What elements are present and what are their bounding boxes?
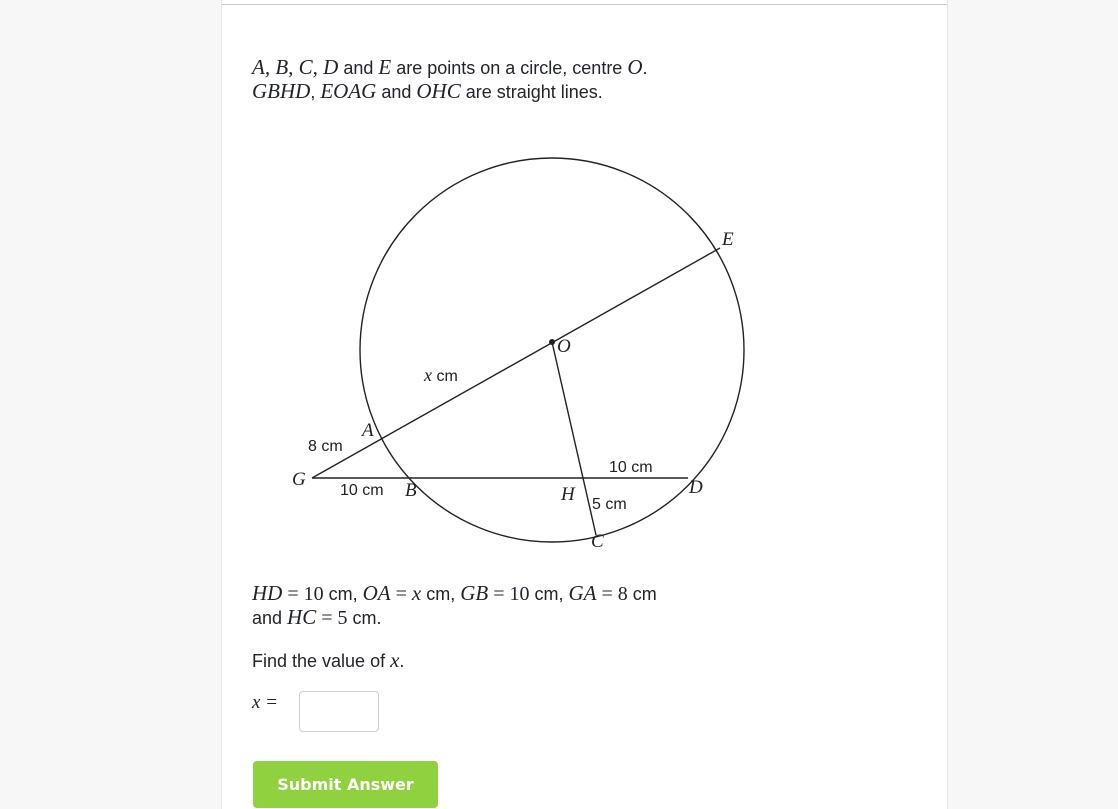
point-o: O (627, 55, 643, 79)
period: . (642, 58, 648, 78)
seg-hd: HD (252, 581, 283, 605)
point-e: E (378, 55, 392, 79)
submit-answer-button[interactable]: Submit Answer (253, 761, 438, 808)
given-line-2 (252, 605, 382, 630)
given-line-1 (252, 581, 657, 606)
eq-10: = 10 (282, 583, 324, 605)
circle (360, 158, 744, 542)
comma: , (310, 82, 321, 102)
question-card (221, 0, 948, 809)
answer-label: x = (252, 692, 279, 713)
label-x-cm (423, 365, 458, 385)
and-text: and (338, 58, 379, 78)
label-e: E (722, 229, 734, 250)
seg-oa: OA (362, 581, 391, 605)
cm-unit: cm, (323, 584, 363, 604)
label-g: G (292, 469, 306, 490)
label-o: O (557, 336, 571, 357)
label-hc-length: 5 cm (592, 496, 627, 513)
label-d: D (689, 477, 703, 498)
cm-unit: cm, (529, 584, 569, 604)
points-abcd: A, B, C, D (252, 55, 339, 79)
line-eoag (312, 248, 720, 478)
label-b: B (405, 480, 417, 501)
seg-hc: HC (287, 605, 317, 629)
line-ohc (552, 342, 596, 535)
seg-ga: GA (568, 581, 597, 605)
centre-dot (549, 339, 555, 345)
line-eoag: EOAG (320, 79, 377, 103)
x-var: x (390, 648, 400, 672)
cm-unit: cm, (421, 584, 461, 604)
label-hd-length: 10 cm (609, 459, 653, 476)
x-var: x (411, 581, 422, 605)
period: . (399, 651, 405, 671)
label-a: A (362, 420, 374, 441)
and-text: and (252, 608, 288, 628)
label-ga-length: 8 cm (308, 438, 343, 455)
line-ohc: OHC (416, 79, 461, 103)
eq: = (390, 583, 412, 605)
eq-8: = 8 (596, 583, 628, 605)
task-prompt (252, 648, 404, 673)
label-c: C (591, 531, 604, 552)
eq-5: = 5 (316, 607, 348, 629)
seg-gb: GB (460, 581, 489, 605)
label-gb-length: 10 cm (340, 482, 384, 499)
x-var: x (424, 365, 432, 385)
cm-unit: cm. (347, 608, 382, 628)
answer-input[interactable] (299, 691, 379, 732)
task-text: Find the value of (252, 651, 391, 671)
label-h: H (561, 484, 575, 505)
circle-diagram (222, 0, 949, 560)
cm-unit: cm (627, 584, 657, 604)
eq-10: = 10 (488, 583, 530, 605)
intro-text: are points on a circle, centre (391, 58, 628, 78)
intro-text-2: are straight lines. (460, 82, 603, 102)
line-gbhd: GBHD (252, 79, 311, 103)
cm-unit: cm (432, 368, 458, 385)
and-text: and (376, 82, 417, 102)
